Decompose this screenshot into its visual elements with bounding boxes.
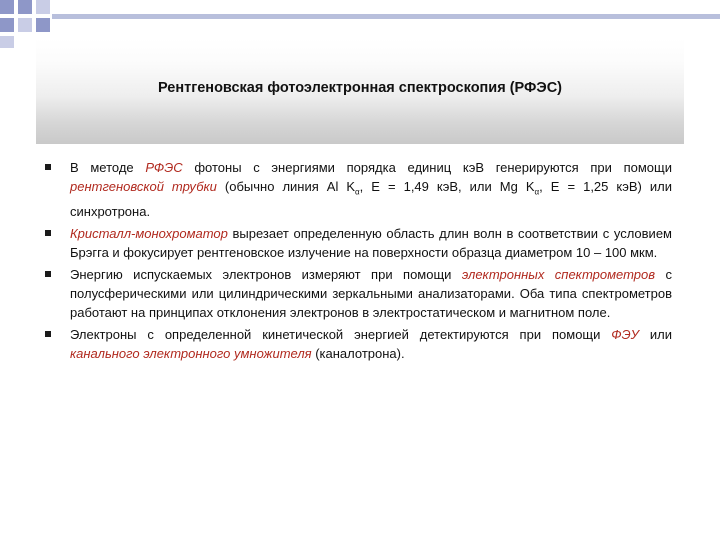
square-bullet-icon [45, 230, 51, 236]
bullet-item [44, 265, 672, 323]
square-bullet-icon [45, 164, 51, 170]
highlighted-term: рентгеновской трубки [70, 179, 217, 195]
bullet-item [44, 325, 672, 364]
highlighted-term: электронных спектрометров [461, 266, 656, 282]
deco-square [0, 36, 14, 48]
bullet-item [44, 158, 672, 222]
deco-square [36, 18, 50, 32]
highlighted-term: Кристалл-монохроматор [70, 225, 228, 241]
bullet-text: или [638, 326, 672, 342]
deco-square [36, 0, 50, 14]
bullet-text: , E = 1,49 кэВ, или Mg K [359, 179, 535, 195]
bullet-text: В методе [70, 160, 146, 175]
subscript-text: α [534, 188, 540, 197]
bullet-text: с полусферическими или цилиндрическими зеркальными анализаторами. Оба типа спектрометров работают на принципах отклонения электронов в электростатическом и магнитном поле. [70, 266, 672, 321]
bullet-text: , E = 1,25 кэВ) или синхротрона. [70, 179, 672, 220]
deco-square [0, 18, 14, 32]
highlighted-term: РФЭС [145, 160, 183, 175]
bullet-text: Электроны с определенной кинетической энергией детектируются при помощи [70, 326, 612, 342]
bullet-text: (каналотрона). [311, 346, 405, 362]
highlighted-term: канального электронного умножителя [70, 346, 312, 362]
highlighted-term: ФЭУ [611, 326, 639, 342]
bullet-item [44, 224, 672, 263]
deco-square [18, 18, 32, 32]
subscript-text: α [355, 188, 360, 197]
square-bullet-icon [45, 271, 51, 277]
bullet-list [44, 158, 672, 366]
bullet-text: фотоны с энергиями порядка единиц кэВ генерируются при помощи [182, 160, 672, 175]
bullet-text: вырезает определенную область длин волн в соответствии с условием Брэгга и фокусирует рентгеновское излучение на поверхности образца диаметром 10 – 100 мкм. [70, 225, 672, 261]
bullet-text: (обычно линия Al K [216, 179, 356, 195]
bullet-text: Энергию испускаемых электронов измеряют при помощи [70, 266, 462, 282]
deco-square [18, 0, 32, 14]
deco-square [0, 0, 14, 14]
deco-bar [52, 14, 720, 19]
square-bullet-icon [45, 331, 51, 337]
slide-title: Рентгеновская фотоэлектронная спектроскопия (РФЭС) [157, 80, 563, 96]
